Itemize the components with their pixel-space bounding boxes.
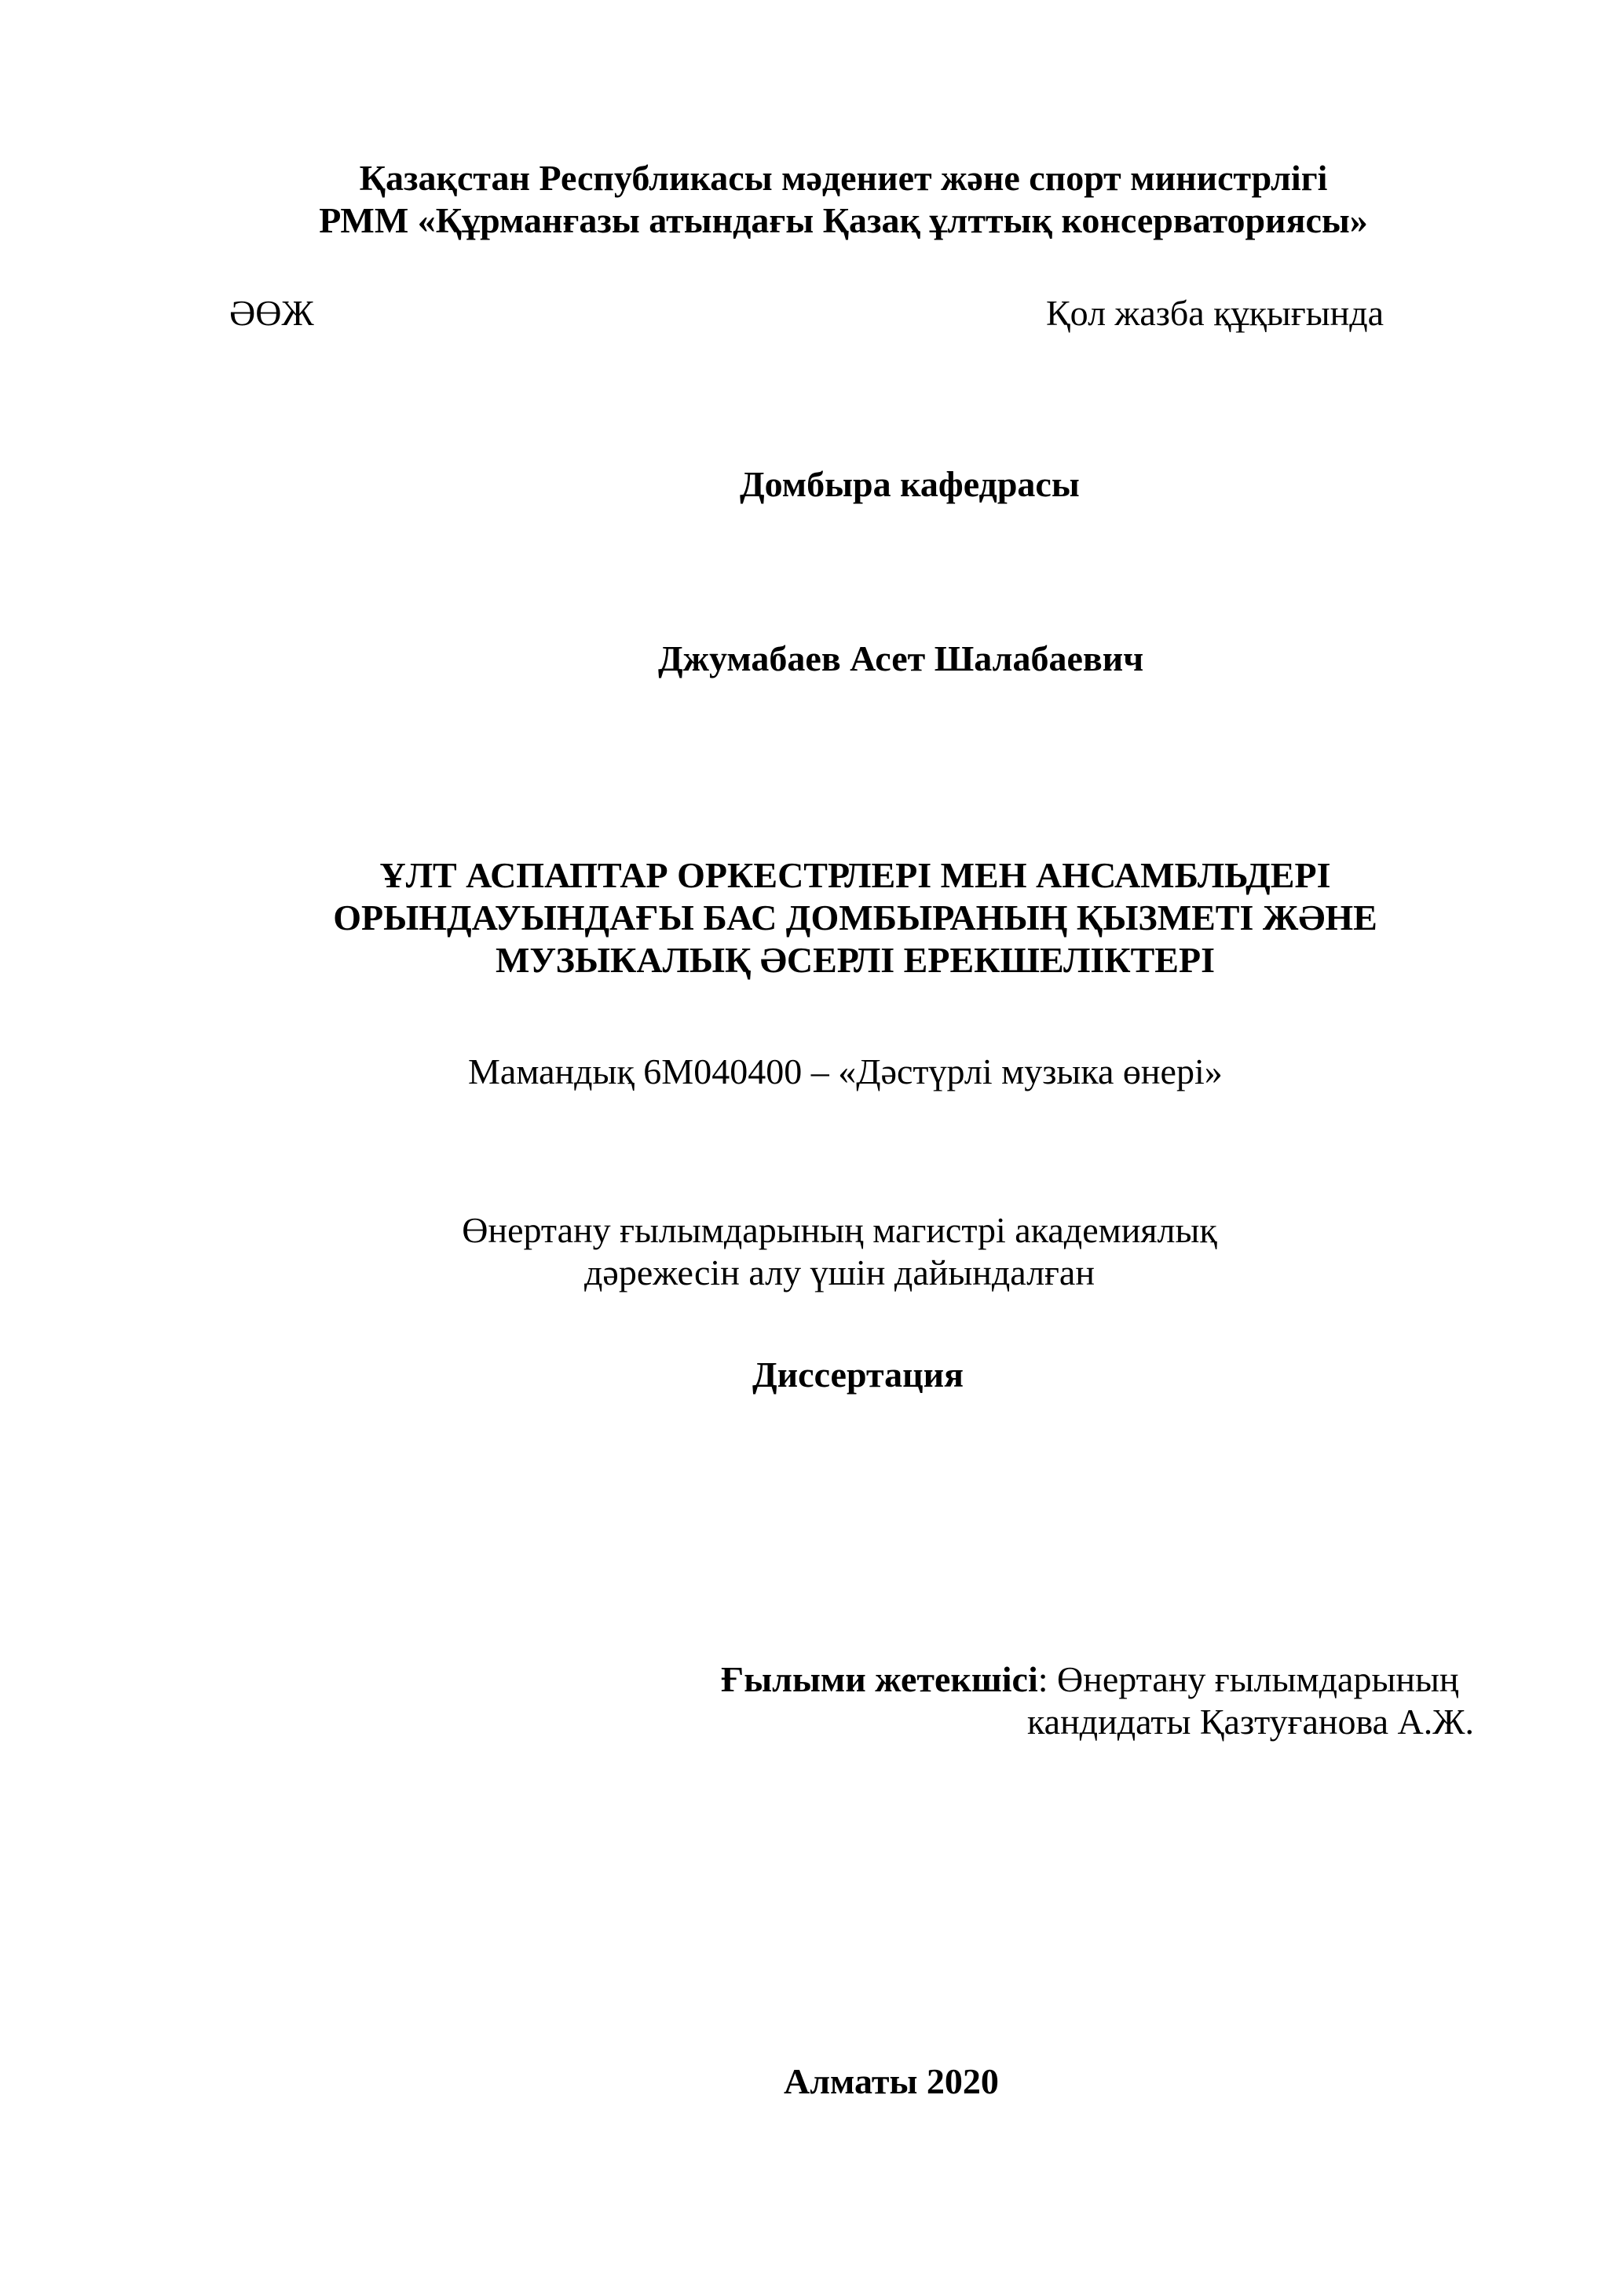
title-line-1: ҰЛТ АСПАПТАР ОРКЕСТРЛЕРІ МЕН АНСАМБЛЬДЕРІ: [379, 855, 1331, 895]
supervisor-separator: :: [1037, 1659, 1048, 1699]
supervisor-title-part: Өнертану ғылымдарының: [1048, 1659, 1459, 1699]
thesis-title: [0, 854, 1624, 982]
udc-label: ӘӨЖ: [229, 293, 314, 333]
degree-line-1: Өнертану ғылымдарының магистрі академиялық: [462, 1210, 1217, 1250]
city-year: Алматы 2020: [784, 2061, 999, 2101]
supervisor-line-2: кандидаты Қазтуғанова А.Ж.: [1027, 1702, 1474, 1742]
document-type: Диссертация: [752, 1355, 964, 1395]
manuscript-right-label: Қол жазба құқығында: [1046, 293, 1384, 333]
degree-block: [0, 1209, 1624, 1294]
ministry-name: Қазақстан Республикасы мәдениет және спорт министрлігі: [359, 158, 1328, 198]
title-line-2: ОРЫНДАУЫНДАҒЫ БАС ДОМБЫРАНЫҢ ҚЫЗМЕТІ ЖӘНЕ: [333, 898, 1377, 938]
supervisor-label: Ғылыми жетекшісі: [721, 1659, 1038, 1699]
author-name: Джумабаев Асет Шалабаевич: [658, 638, 1144, 678]
specialty-line: Мамандық 6М040400 – «Дәстүрлі музыка өнері»: [468, 1051, 1223, 1091]
department-name: Домбыра кафедрасы: [740, 464, 1080, 504]
header-block: [0, 157, 1624, 242]
degree-line-2: дәрежесін алу үшін дайындалған: [584, 1252, 1095, 1292]
title-line-3: МУЗЫКАЛЫҚ ӘСЕРЛІ ЕРЕКШЕЛІКТЕРІ: [496, 940, 1215, 980]
supervisor-line-1: [721, 1658, 1459, 1701]
institution-name: РММ «Құрманғазы атындағы Қазақ ұлттық консерваториясы»: [319, 200, 1368, 240]
